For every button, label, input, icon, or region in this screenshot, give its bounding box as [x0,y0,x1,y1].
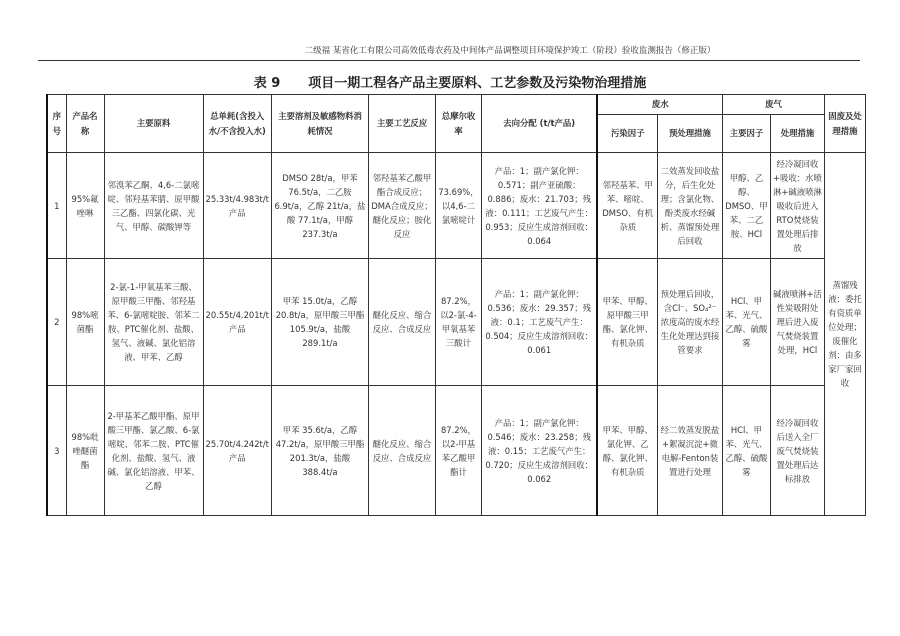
header-consumption: 总单耗(含投入水/不含投入水) [203,95,271,153]
header-gas-treat: 处理措施 [770,115,824,153]
header-product: 产品名称 [66,95,104,153]
header-process: 主要工艺反应 [368,95,435,153]
header-solid: 固废及处理措施 [824,95,865,153]
cell-gas-factor: HCl、甲苯、光气、乙醇、硫酸雾 [722,386,770,516]
running-header: 二级福 某省化工有限公司高效低毒农药及中间体产品调整项目环境保护竣工（阶段）验收监测报告（修正版） [304,46,716,56]
cell-raw: 2-氯-1-甲氧基苯三酸、原甲酸三甲酯、邻羟基苯、6-氯嘧啶胺、邻苯二胺、PTC催化剂、盐酸、氢气、液碱、氯化铝溶液、甲苯、乙醇 [104,259,203,386]
cell-ww-pollutant: 邻羟基苯、甲苯、嘧啶、DMSO、有机杂质 [597,153,657,259]
header-wastewater: 废水 [597,95,722,115]
cell-consumption: 25.70t/4.242t/t产品 [203,386,271,516]
cell-ww-pretreat: 预处理后回收，含Cl⁻、SO₄²⁻浓度高的废水经生化处理达到接管要求 [657,259,722,386]
cell-yield: 87.2%，以2-甲基苯乙酸甲酯计 [435,386,481,516]
cell-raw: 邻溴苯乙酮、4,6-二氯嘧啶、邻羟基苯腈、原甲酸三乙酯、四氯化碳、光气、甲醇、碳酸钾等 [104,153,203,259]
cell-seq: 2 [47,259,66,386]
cell-ww-pollutant: 甲苯、甲醇、原甲酸三甲酯、氯化钾、有机杂质 [597,259,657,386]
cell-process: 邻羟基苯乙酸甲酯合成反应；DMA合成反应；醚化反应；胺化反应 [368,153,435,259]
cell-process: 醚化反应、缩合反应、合成反应 [368,386,435,516]
header-raw: 主要原料 [104,95,203,153]
header-yield: 总摩尔收率 [435,95,481,153]
cell-ww-pretreat: 经二效蒸发脱盐+絮凝沉淀+微电解-Fenton装置进行处理 [657,386,722,516]
cell-product: 95%氟唑啉 [66,153,104,259]
cell-consumption: 25.33t/4.983t/t产品 [203,153,271,259]
cell-gas-factor: HCl、甲苯、光气、乙醇、硫酸雾 [722,259,770,386]
header-distribution: 去向分配 (t/t产品) [481,95,597,153]
cell-product: 98%吡唑醚菌酯 [66,386,104,516]
cell-product: 98%嘧菌酯 [66,259,104,386]
cell-gas-factor: 甲醇、乙醇、DMSO、甲苯、二乙胺、HCl [722,153,770,259]
cell-seq: 1 [47,153,66,259]
cell-process: 醚化反应、缩合反应、合成反应 [368,259,435,386]
cell-gas-treat: 经冷凝回收后送入全厂废气焚烧装置处理后达标排放 [770,386,824,516]
cell-ww-pollutant: 甲苯、甲醇、氯化钾、乙醇、氯化钾、有机杂质 [597,386,657,516]
cell-distribution: 产品：1；副产氯化钾：0.536；废水：29.357；残液：0.1；工艺废气产生：0.504；反应生成溶剂回收：0.061 [481,259,597,386]
cell-solid: 蒸馏残液：委托有资质单位处理；废催化剂：由多家厂家回收 [824,153,865,516]
header-gas-factor: 主要因子 [722,115,770,153]
materials-table [46,94,866,516]
cell-yield: 73.69%，以4,6-二氯嘧啶计 [435,153,481,259]
cell-solvent: 甲苯 15.0t/a，乙醇 20.8t/a，原甲酸三甲酯 105.9t/a，盐酸 289.1t/a [271,259,368,386]
cell-solvent: 甲苯 35.6t/a，乙醇 47.2t/a，原甲酸三甲酯 201.3t/a，盐酸 388.4t/a [271,386,368,516]
table-number: 表 9 [253,76,281,91]
cell-distribution: 产品：1；副产氯化钾：0.546；废水：23.258；残液：0.15；工艺废气产生：0.720；反应生成溶剂回收：0.062 [481,386,597,516]
header-ww-pollutant: 污染因子 [597,115,657,153]
header-rule [38,60,860,61]
table-title: 项目一期工程各产品主要原料、工艺参数及污染物治理措施 [308,76,647,91]
table-row [47,386,865,516]
header-row [47,95,865,115]
table-row [47,153,865,259]
cell-distribution: 产品：1；副产氯化钾：0.571；副产亚硫酸：0.886；废水：21.703；残液：0.111；工艺废气产生：0.953；反应生成溶剂回收：0.064 [481,153,597,259]
cell-yield: 87.2%，以2-氯-4-甲氧基苯三酸计 [435,259,481,386]
cell-seq: 3 [47,386,66,516]
header-ww-pretreat: 预处理措施 [657,115,722,153]
header-seq: 序号 [47,95,66,153]
cell-raw: 2-甲基苯乙酸甲酯、原甲酸三甲酯、氯乙酸、6-氯嘧啶、邻苯二胺、PTC催化剂、盐酸、氢气、液碱、氯化铝溶液、甲苯、乙醇 [104,386,203,516]
table-row [47,259,865,386]
header-solvent: 主要溶剂及敏感物料消耗情况 [271,95,368,153]
cell-gas-treat: 经冷凝回收+吸收：水喷淋+碱液喷淋吸收后进入RTO焚烧装置处理后排放 [770,153,824,259]
cell-consumption: 20.55t/4.201t/t产品 [203,259,271,386]
header-waste-gas: 废气 [722,95,824,115]
cell-gas-treat: 碱液喷淋+活性炭吸附处理后进入废气焚烧装置处理，HCl [770,259,824,386]
cell-solvent: DMSO 28t/a，甲苯 76.5t/a，二乙胺 6.9t/a，乙醇 21t/a，盐酸 77.1t/a，甲醇 237.3t/a [271,153,368,259]
table-caption [0,72,900,91]
cell-ww-pretreat: 二效蒸发回收盐分，后生化处理；含氯化物、酚类废水经碱析、蒸馏预处理后回收 [657,153,722,259]
